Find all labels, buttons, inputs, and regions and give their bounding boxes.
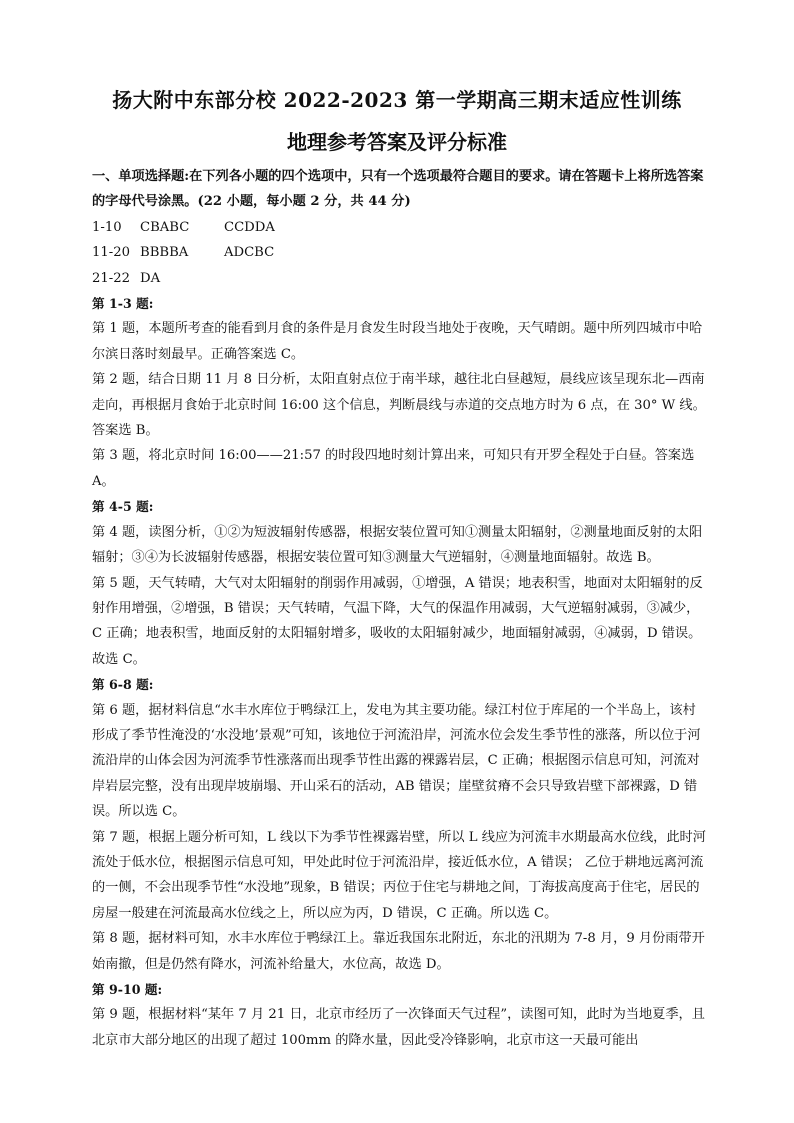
explanation-paragraph: 第 4 题，读图分析，①②为短波辐射传感器，根据安装位置可知①测量太阳辐射，②测量地面反射的太阳辐射；③④为长波辐射传感器，根据安装位置可知③测量大气逆辐射，④测量地面辐射。故选 B。 <box>92 524 703 566</box>
answer-group: DA <box>140 270 161 286</box>
explanation-paragraph: 第 2 题，结合日期 11 月 8 日分析，太阳直射点位于南半球，越往北白昼越短，晨线应该呈现东北—西南走向，再根据月食始于北京时间 16:00 这个信息，判断晨线与赤道的交点地方时为 6 点，在 30° W 线。答案选 B。 <box>92 372 706 439</box>
explanation-paragraph: 第 9 题，根据材料“某年 7 月 21 日，北京市经历了一次锋面天气过程”，读图可知，此时为当地夏季，且北京市大部分地区的出现了超过 100mm 的降水量，因此受冷锋影响，北京市这一天最可能出 <box>92 1007 705 1048</box>
explanation-paragraph: 第 7 题，根据上题分析可知，L 线以下为季节性裸露岩壁，所以 L 线应为河流丰水期最高水位线，此时河流处于低水位，根据图示信息可知，甲处此时位于河流沿岸，接近低水位，A 错误； 乙位于耕地远离河流的一侧，不会出现季节性“水没地”现象，B 错误；丙位于住宅与耕地之间，丁海拔高度高于住宅，居民的房屋一般建在河流最高水位线之上，所以应为丙，D 错误，C 正确。所以选 C。 <box>92 829 706 921</box>
answer-group: CBABC <box>140 219 190 235</box>
question-group-heading: 第 4-5 题: <box>92 499 154 515</box>
answer-range: 1-10 <box>92 219 122 235</box>
explanation-paragraph: 第 3 题，将北京时间 16:00——21:57 的时段四地时刻计算出来，可知只有开罗全程处于白昼。答案选 A。 <box>92 448 695 489</box>
answer-row <box>92 266 708 291</box>
answer-group: ADCBC <box>224 245 275 261</box>
answer-group: CCDDA <box>224 219 275 235</box>
explanation-paragraph: 第 8 题，据材料可知，水丰水库位于鸭绿江上。靠近我国东北附近，东北的汛期为 7-8 月，9 月份雨带开始南撤，但是仍然有降水，河流补给量大，水位高，故选 D。 <box>92 931 705 972</box>
document-body <box>92 164 708 1053</box>
document-title: 扬大附中东部分校 2022-2023 第一学期高三期末适应性训练 <box>112 88 682 112</box>
document-subtitle: 地理参考答案及评分标准 <box>287 130 507 154</box>
answer-range: 21-22 <box>92 270 131 286</box>
section-heading-single-choice: 一、单项选择题:在下列各小题的四个选项中，只有一个选项最符合题目的要求。请在答题卡上将所选答案的字母代号涂黑。(22 小题，每小题 2 分，共 44 分) <box>92 169 704 210</box>
answer-group: BBBBA <box>140 245 189 261</box>
answer-range: 11-20 <box>92 245 131 261</box>
question-group-heading: 第 1-3 题: <box>92 296 154 312</box>
explanation-paragraph: 第 5 题，天气转晴，大气对太阳辐射的削弱作用减弱，①增强，A 错误；地表积雪，地面对太阳辐射的反射作用增强，②增强，B 错误；天气转晴，气温下降，大气的保温作用减弱，大气逆辐射减弱，③减少，C 正确；地表积雪，地面反射的太阳辐射增多，吸收的太阳辐射减少，地面辐射减弱，④减弱，D 错误。故选 C。 <box>92 575 703 667</box>
explanation-paragraph: 第 1 题，本题所考查的能看到月食的条件是月食发生时段当地处于夜晚，天气晴朗。题中所列四城市中哈尔滨日落时刻最早。正确答案选 C。 <box>92 321 703 362</box>
question-group-heading: 第 6-8 题: <box>92 677 154 693</box>
answer-row <box>92 215 708 240</box>
answer-row <box>92 240 708 265</box>
question-group-heading: 第 9-10 题: <box>92 982 163 997</box>
explanation-paragraph: 第 6 题，据材料信息“水丰水库位于鸭绿江上，发电为其主要功能。绿江村位于库尾的一个半岛上，该村形成了季节性淹没的‘水没地’景观”可知，该地位于河流沿岸，河流水位会发生季节性的涨落，所以位于河流沿岸的山体会因为河流季节性涨落而出现季节性出露的裸露岩层，C 正确；根据图示信息可知，河流对岸岩层完整，没有出现岸坡崩塌、开山采石的活动，AB 错误；崖壁贫瘠不会只导致岩壁下部裸露，D 错误。所以选 C。 <box>92 702 701 820</box>
